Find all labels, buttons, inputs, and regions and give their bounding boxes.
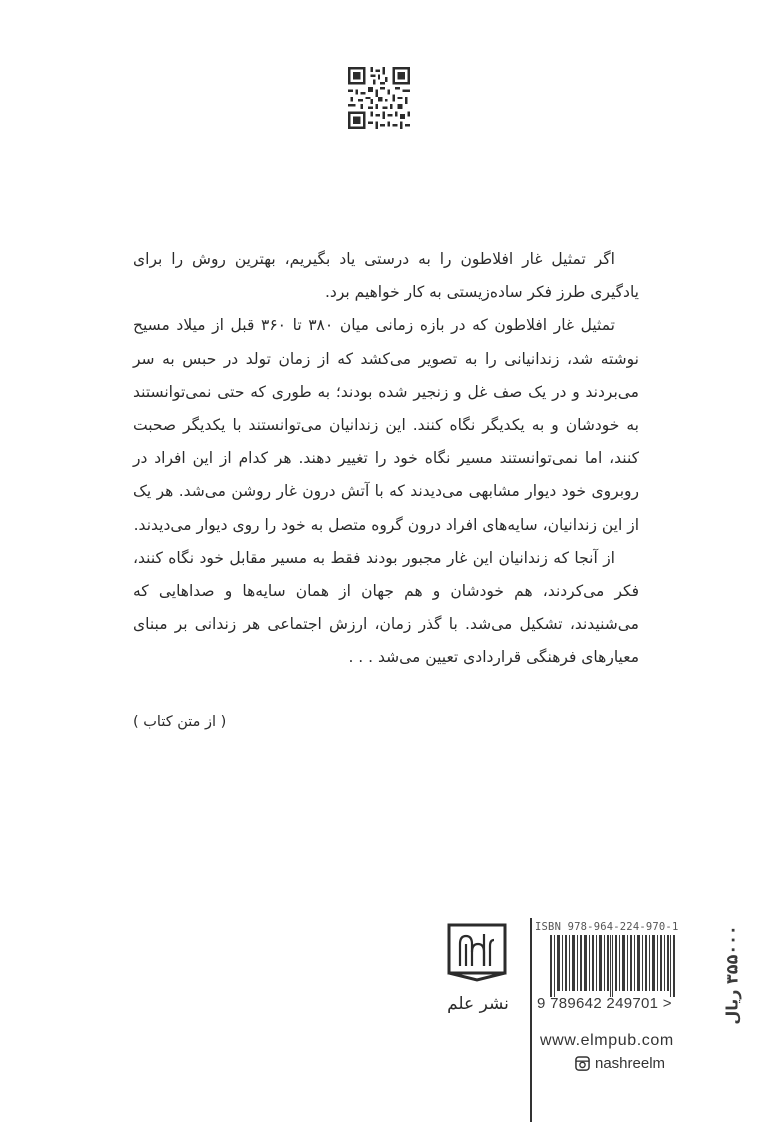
instagram-icon [575, 1056, 590, 1071]
publisher-social[interactable] [575, 1055, 665, 1072]
publisher-logo-icon [446, 922, 508, 984]
blurb-paragraph: تمثیل غار افلاطون که در بازه زمانی میان ۳۸۰ تا ۳۶۰ قبل از میلاد مسیح نوشته شد، زندانیانی را به تصویر می‌کشد که از زمان تولد در حبس به سر می‌بردند و در یک صف غل و زنجیر شده بودند؛ به طوری که حتی نمی‌توانستند به خودشان و به یکدیگر نگاه کنند. این زندانیان می‌توانستند با یکدیگر صحبت کنند، اما نمی‌توانستند مسیر نگاه خود را تغییر دهند. هر کدام از این افراد در روبروی خود دیوار مشابهی می‌دیدند که با آتش درون غار روشن می‌شد. هر یک از این زندانیان، سایه‌های افراد درون گروه متصل به خود را روی دیوار می‌دیدند. [133, 316, 639, 534]
blurb-paragraph: از آنجا که زندانیان این غار مجبور بودند فقط به مسیر مقابل خود نگاه کنند، فکر می‌کردند، هم خودشان و هم جهان از همان سایه‌ها و صداهایی که می‌شنیدند، تشکیل می‌شد. با گذر زمان، ارزش اجتماعی هر زندانی بر مبنای معیارهای فرهنگی قراردادی تعیین می‌شد . . . [133, 548, 639, 667]
price-text: ۳۵۵۰۰۰ ریال [722, 925, 742, 1025]
barcode-number: 9 789642 249701 > [537, 995, 672, 1012]
divider-line [530, 918, 532, 1122]
blurb-paragraph: اگر تمثیل غار افلاطون را به درستی یاد بگیریم، بهترین روش را برای یادگیری طرز فکر ساده‌زیستی به کار خواهیم برد. [133, 250, 639, 302]
price-label [722, 920, 742, 1030]
publisher-website[interactable]: www.elmpub.com [540, 1032, 674, 1049]
blurb-source: ( از متن کتاب ) [133, 714, 227, 730]
publisher-name: نشر علم [447, 994, 509, 1014]
isbn-label: ISBN 978-964-224-970-1 [535, 921, 679, 933]
back-cover-blurb [133, 243, 639, 675]
social-handle: nashreelm [595, 1055, 666, 1072]
barcode-icon [550, 935, 675, 997]
qr-code-icon [348, 67, 410, 129]
